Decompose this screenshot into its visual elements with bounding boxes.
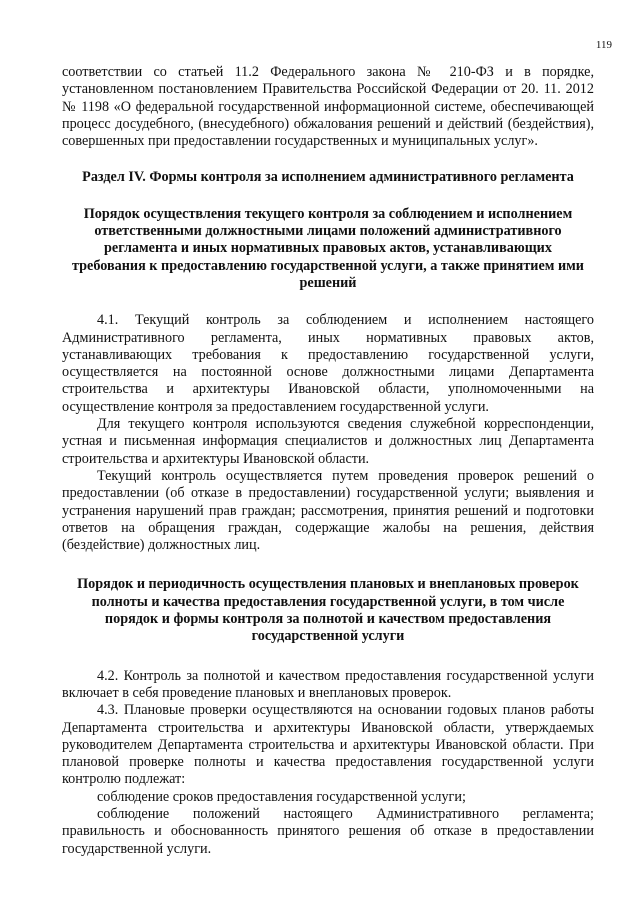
- continuation-paragraph: соответствии со статьей 11.2 Федерального закона № 210-ФЗ и в порядке, установленном постановлением Правительства Российской Федерации от 20. 11. 2012 № 1198 «О федеральной государственной информационной системе, обеспечивающей процесс досудебного, (внесудебного) обжалования решений и действий (бездействия), совершенных при предоставлении государственных и муниципальных услуг».: [62, 64, 594, 150]
- subsection-heading-current-control: Порядок осуществления текущего контроля за соблюдением и исполнением ответственными должностными лицами положений административного регламента и иных нормативных правовых актов, устанавливающих требования к предоставлению государственной услуги, а также принятием ими решений: [72, 205, 584, 291]
- subsection-heading-inspections: Порядок и периодичность осуществления плановых и внеплановых проверок полноты и качества предоставления государственной услуги, в том числе порядок и формы контроля за полнотой и качеством предоставления государственной услуги: [77, 576, 579, 645]
- paragraph-control-method: Текущий контроль осуществляется путем проведения проверок решений о предоставлении (об отказе в предоставлении) государственной услуги; выявления и устранения нарушений прав граждан; рассмотрения, принятия решений и подготовки ответов на обращения граждан, содержащие жалобы на решения, действия (бездействие) должностных лиц.: [62, 467, 594, 554]
- document-body: [62, 64, 594, 858]
- section-heading: Раздел IV. Формы контроля за исполнением административного регламента: [82, 169, 574, 186]
- paragraph-regulation-compliance: соблюдение положений настоящего Административного регламента; правильность и обоснованность принятого решения об отказе в предоставлении государственной услуги.: [62, 805, 594, 857]
- page-number: 119: [595, 39, 612, 51]
- paragraph-4-2: 4.2. Контроль за полнотой и качеством предоставления государственной услуги включает в себя проведение плановых и внеплановых проверок.: [62, 667, 594, 701]
- paragraph-control-sources: Для текущего контроля используются сведения служебной корреспонденции, устная и письменная информация специалистов и должностных лиц Департамента строительства и архитектуры Ивановской области.: [62, 416, 594, 467]
- paragraph-4-1: 4.1. Текущий контроль за соблюдением и исполнением настоящего Административного регламента, иных нормативных правовых актов, устанавливающих требования к предоставлению государственной услуги, осуществляется на постоянной основе должностными лицами Департамента строительства и архитектуры Ивановской области, уполномоченными на осуществление контроля за предоставлением государственной услуги.: [62, 312, 594, 415]
- paragraph-deadlines: соблюдение сроков предоставления государственной услуги;: [97, 788, 466, 805]
- paragraph-4-3: 4.3. Плановые проверки осуществляются на основании годовых планов работы Департамента строительства и архитектуры Ивановской области, утверждаемых руководителем Департамента строительства и архитектуры Ивановской области. При плановой проверке полноты и качества предоставления государственной услуги контролю подлежат:: [62, 702, 594, 788]
